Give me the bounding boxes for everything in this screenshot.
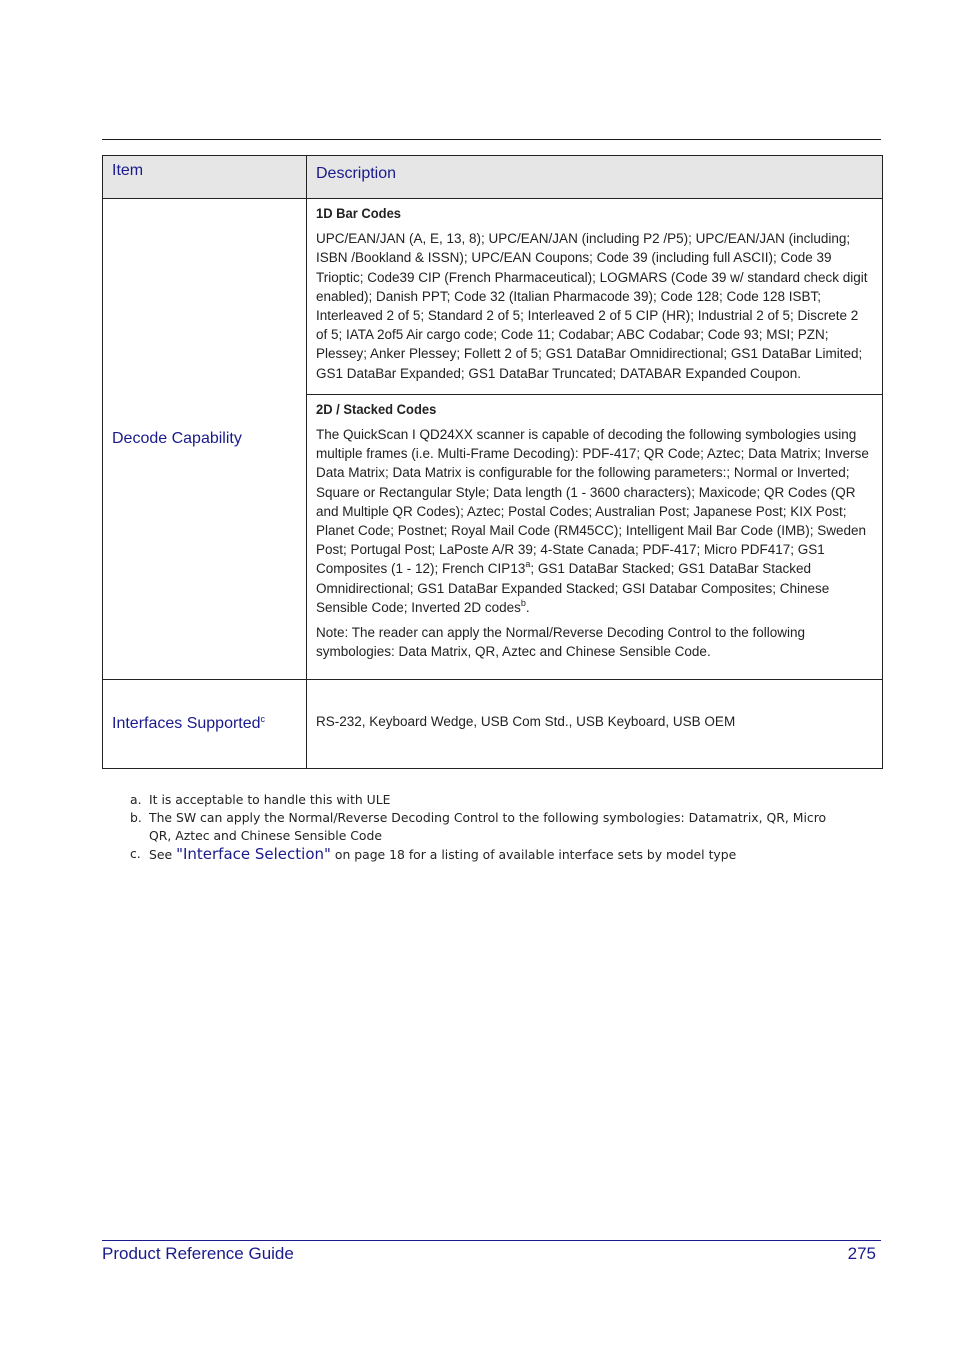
header-description: Description — [307, 156, 883, 199]
oned-heading: 1D Bar Codes — [316, 206, 401, 221]
header-item: Item — [103, 156, 307, 199]
table-row-decode-1d — [103, 199, 883, 395]
twod-heading: 2D / Stacked Codes — [316, 401, 437, 417]
specifications-table — [102, 155, 883, 769]
twod-note: Note: The reader can apply the Normal/Reverse Decoding Control to the following symbologies: Data Matrix, QR, Aztec and Chinese Sensible Code. — [316, 625, 806, 660]
oned-text: UPC/EAN/JAN (A, E, 13, 8); UPC/EAN/JAN (including P2 /P5); UPC/EAN/JAN (including; ISBN /Bookland & ISSN); UPC/EAN Coupons; Code 39 (including full ASCII); Code 39 Trioptic; Code39 CIP (French Pharmaceutical); LOGMARS (Code 39 w/ standard check digit enabled); Danish PPT; Code 32 (Italian Pharmacode 39); Code 128; Code 128 ISBT; Interleaved 2 of 5; Standard 2 of 5; Interleaved 2 of 5 CIP (HR); Industrial 2 of 5; Discrete 2 of 5; IATA 2of5 Air cargo code; Code 11; Codabar; ABC Codabar; Code 93; MSI; PZN; Plessey; Anker Plessey; Follett 2 of 5; GS1 DataBar Omnidirectional; GS1 DataBar Limited; GS1 DataBar Expanded; GS1 DataBar Truncated; DATABAR Expanded Coupon. — [316, 231, 868, 381]
table-header-row — [103, 156, 883, 199]
interface-selection-link[interactable]: "Interface Selection" — [176, 845, 331, 863]
footer-title: Product Reference Guide — [102, 1244, 294, 1263]
footnote-c: c. See "Interface Selection" on page 18 for a listing of available interface sets by model type — [130, 845, 737, 863]
interfaces-cell: RS-232, Keyboard Wedge, USB Com Std., USB Keyboard, USB OEM — [307, 679, 883, 768]
footnote-ref-b: b — [520, 597, 526, 608]
oned-barcodes-cell — [307, 199, 883, 395]
top-rule — [102, 139, 881, 140]
decode-capability-label: Decode Capability — [103, 199, 307, 680]
footnotes — [130, 791, 850, 864]
footnote-ref-a: a — [525, 559, 531, 570]
table-row-interfaces — [103, 679, 883, 768]
page-number: 275 — [847, 1244, 876, 1263]
footnote-a: a. It is acceptable to handle this with ULE — [130, 792, 391, 807]
interfaces-supported-label: Interfaces Supported$^c$ — [103, 679, 307, 768]
footnote-ref-c: c — [260, 713, 266, 724]
footnote-b: b. The SW can apply the Normal/Reverse Decoding Control to the following symbologies: Datamatrix, QR, Micro QR, Aztec and Chinese Sensible Code — [130, 810, 827, 843]
footer-rule — [102, 1240, 881, 1241]
twod-text: The QuickScan I QD24XX scanner is capable of decoding the following symbologies using multiple frames (i.e. Multi-Frame Decoding): PDF-417; QR Code; Aztec; Data Matrix; Inverse Data Matrix; Data Matrix is configurable for the following parameters:; Normal or Inverted; Square or Rectangular Style; Data length (1 - 3600 characters); Maxicode; QR Codes (QR and Multiple QR Codes); Aztec; Postal Codes; Australian Post; Japanese Post; KIX Post; Planet Code; Postnet; Royal Mail Code (RM45CC); Intelligent Mail Bar Code (IMB); Sweden Post; Portugal Post; LaPoste A/R 39; 4-State Canada; PDF-417; Micro PDF417; GS1 Composites (1 - 12); French CIP13$^a$; GS1 DataBar Stacked; GS1 DataBar Stacked Omnidirectional; GS1 DataBar Expanded Stacked; GSI Databar Composites; Chinese Sensible Code; Inverted 2D codes$^b$. — [316, 427, 869, 615]
twod-codes-cell — [307, 394, 883, 679]
